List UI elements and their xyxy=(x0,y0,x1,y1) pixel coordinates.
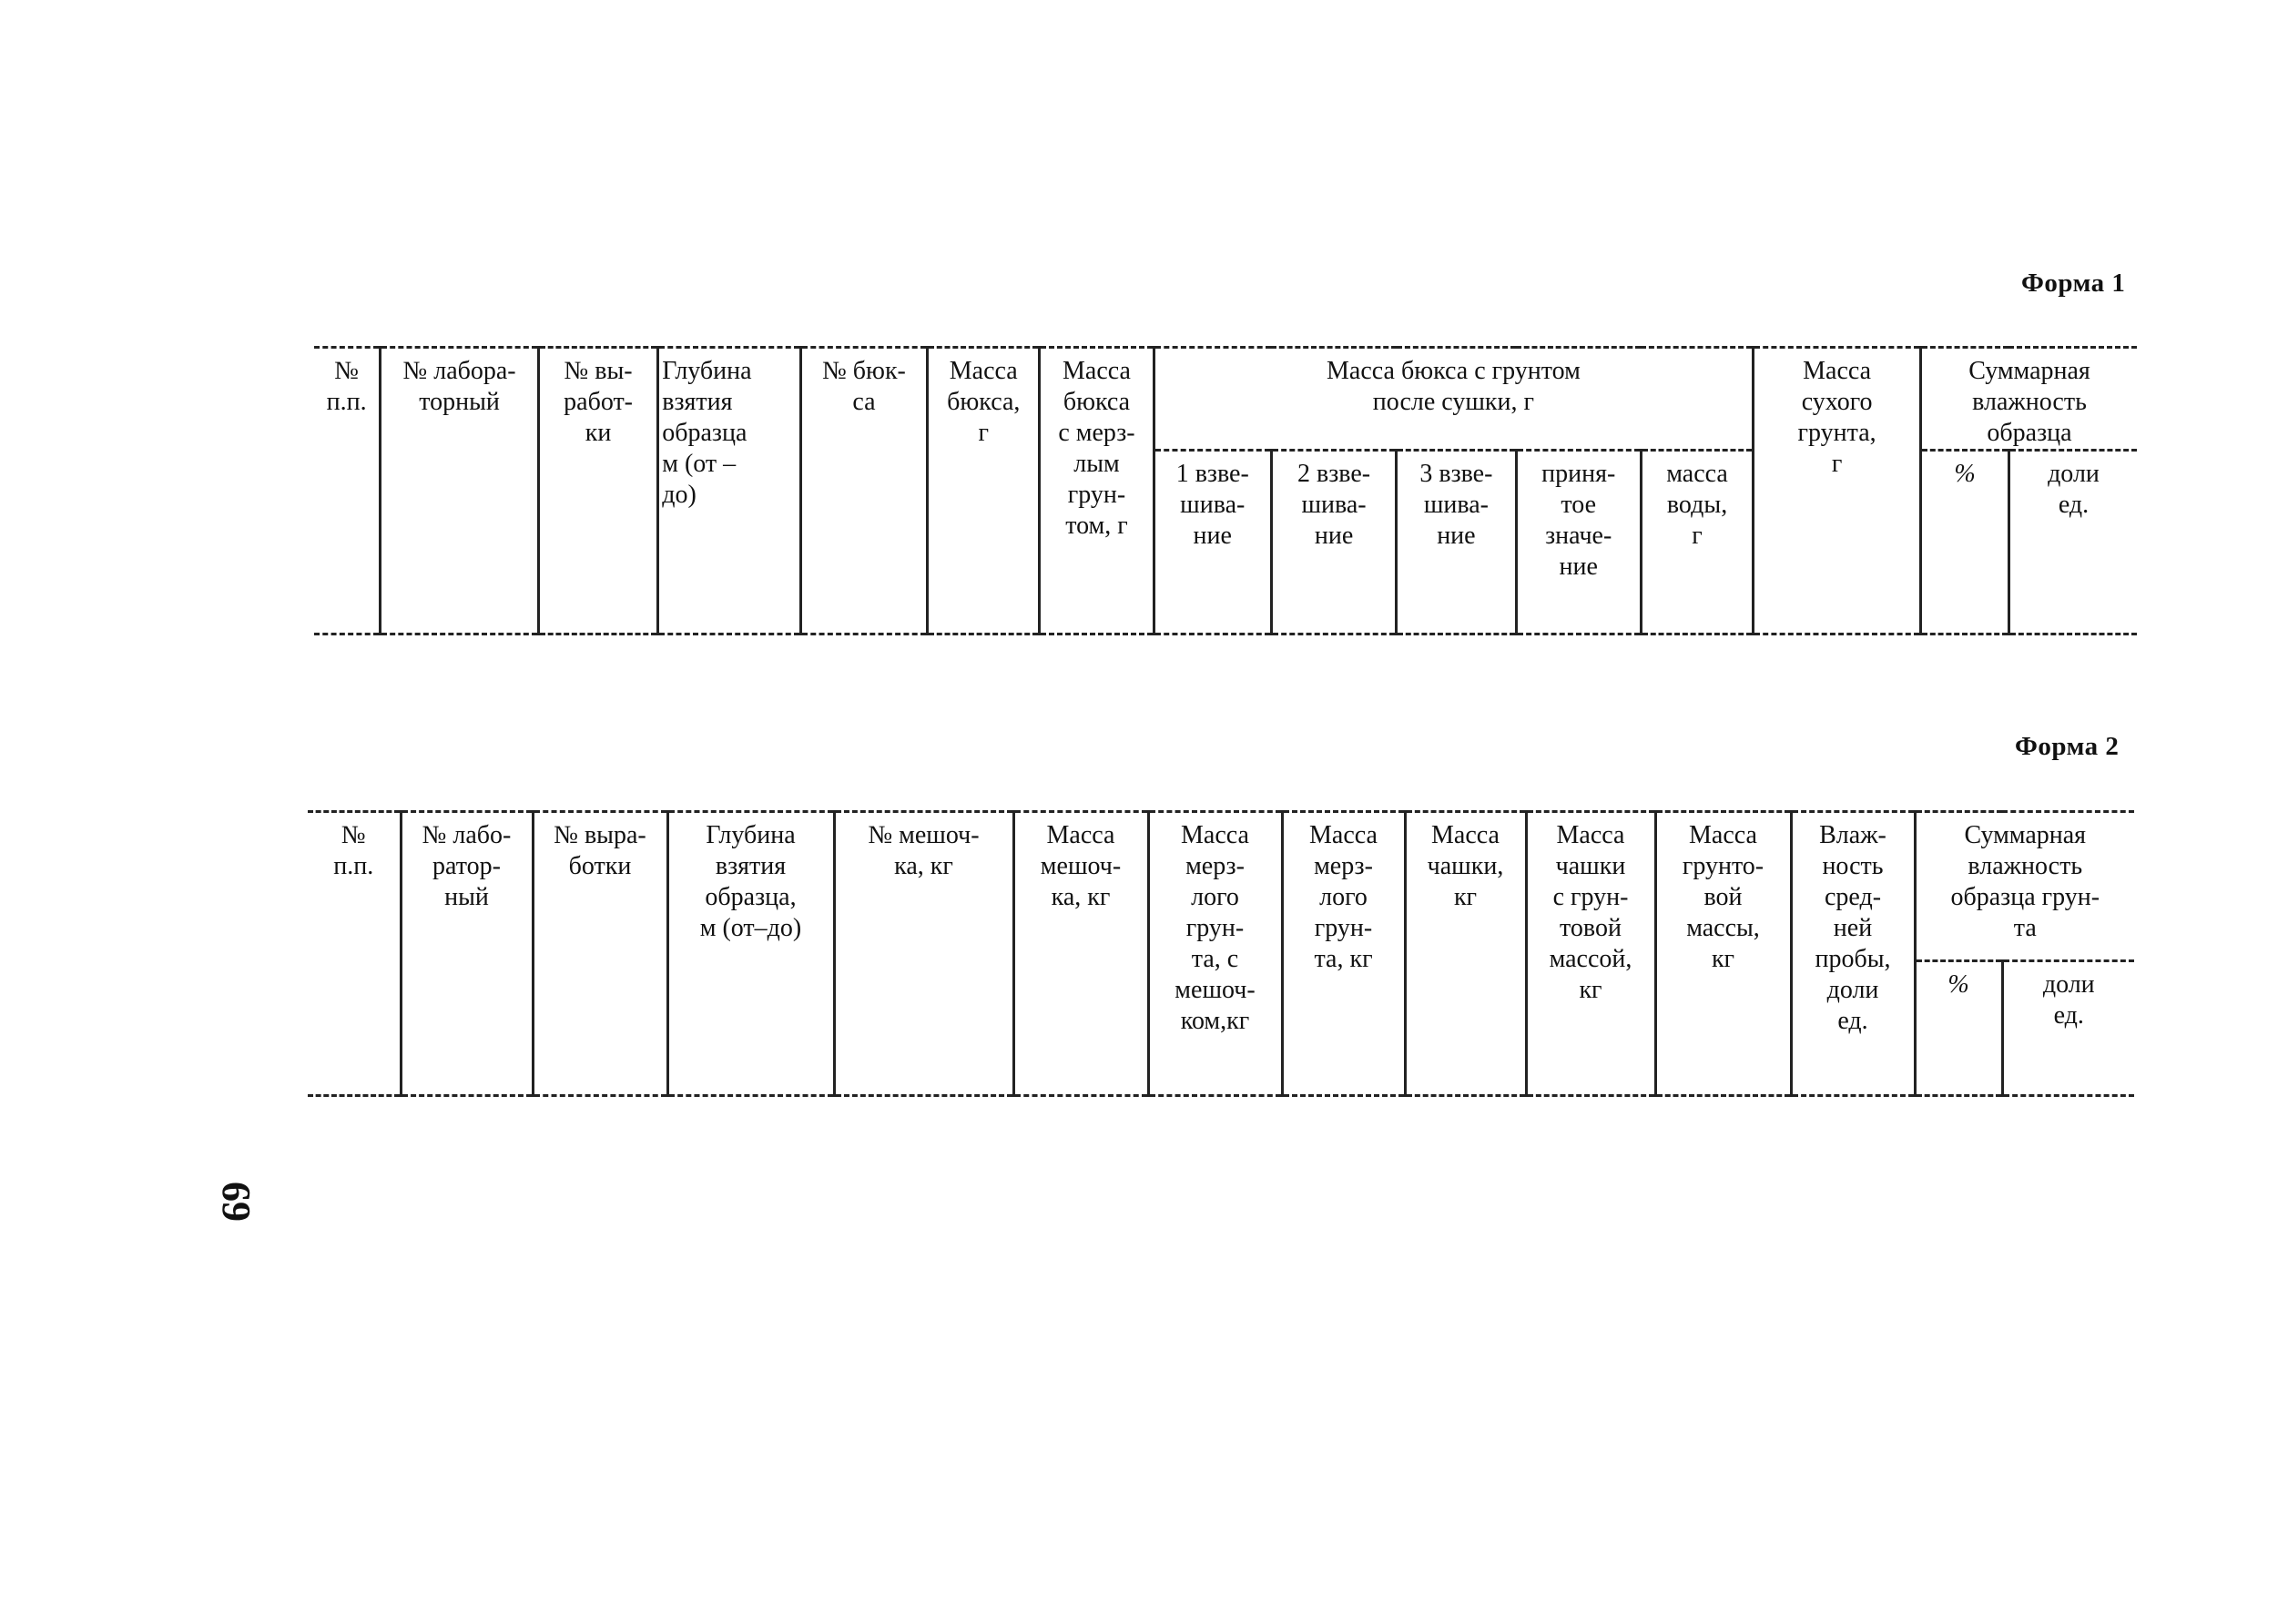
form2-table xyxy=(308,810,2134,1097)
col-depth-header: Глубина взятия образца м (от – до) xyxy=(658,348,801,634)
col-depth-header: Глубина взятия образца, м (от–до) xyxy=(667,812,834,1096)
col-dry-mass-header: Масса сухого грунта, г xyxy=(1754,348,1921,634)
col-accepted-header: приня- тое значе- ние xyxy=(1516,451,1641,634)
col-mine-num-header: № выра- ботки xyxy=(533,812,667,1096)
col-water-mass-header: масса воды, г xyxy=(1641,451,1753,634)
col-fraction-header: доли ед. xyxy=(2002,960,2134,1095)
col-cup-with-soil-header: Масса чашки с грун- товой массой, кг xyxy=(1526,812,1655,1096)
form2-label: Форма 2 xyxy=(2015,732,2120,761)
form1-label: Форма 1 xyxy=(2021,269,2126,298)
col-lab-num-header: № лабора- торный xyxy=(381,348,539,634)
col-mine-num-header: № вы- работ- ки xyxy=(538,348,657,634)
total-moisture-group-header: Суммарная влажность образца xyxy=(1921,348,2137,451)
page-number: 69 xyxy=(214,1182,259,1222)
col-percent-header: % xyxy=(1921,451,2009,634)
col-avg-moisture-header: Влаж- ность сред- ней пробы, доли ед. xyxy=(1791,812,1915,1096)
form1-table xyxy=(314,346,2137,635)
col-num-header: № п.п. xyxy=(308,812,401,1096)
total-moisture-group-header: Суммарная влажность образца грун- та xyxy=(1915,812,2134,961)
after-drying-group-header: Масса бюкса с грунтом после сушки, г xyxy=(1154,348,1754,451)
col-fraction-header: доли ед. xyxy=(2008,451,2137,634)
col-frozen-with-bag-header: Масса мерз- лого грун- та, с мешоч- ком,кг xyxy=(1148,812,1282,1096)
col-percent-header: % xyxy=(1915,960,2002,1095)
col-weigh2-header: 2 взве- шива- ние xyxy=(1271,451,1396,634)
col-soil-mass-header: Масса грунто- вой массы, кг xyxy=(1655,812,1791,1096)
col-lab-num-header: № лабо- ратор- ный xyxy=(401,812,533,1096)
col-bag-num-header: № мешоч- ка, кг xyxy=(834,812,1013,1096)
col-weigh3-header: 3 взве- шива- ние xyxy=(1397,451,1516,634)
col-bag-mass-header: Масса мешоч- ка, кг xyxy=(1013,812,1148,1096)
col-box-frozen-header: Масса бюкса с мерз- лым грун- том, г xyxy=(1040,348,1154,634)
col-box-mass-header: Масса бюкса, г xyxy=(928,348,1040,634)
col-num-header: № п.п. xyxy=(314,348,381,634)
col-weigh1-header: 1 взве- шива- ние xyxy=(1154,451,1271,634)
col-cup-mass-header: Масса чашки, кг xyxy=(1405,812,1526,1096)
col-box-num-header: № бюк- са xyxy=(800,348,927,634)
col-frozen-mass-header: Масса мерз- лого грун- та, кг xyxy=(1282,812,1405,1096)
